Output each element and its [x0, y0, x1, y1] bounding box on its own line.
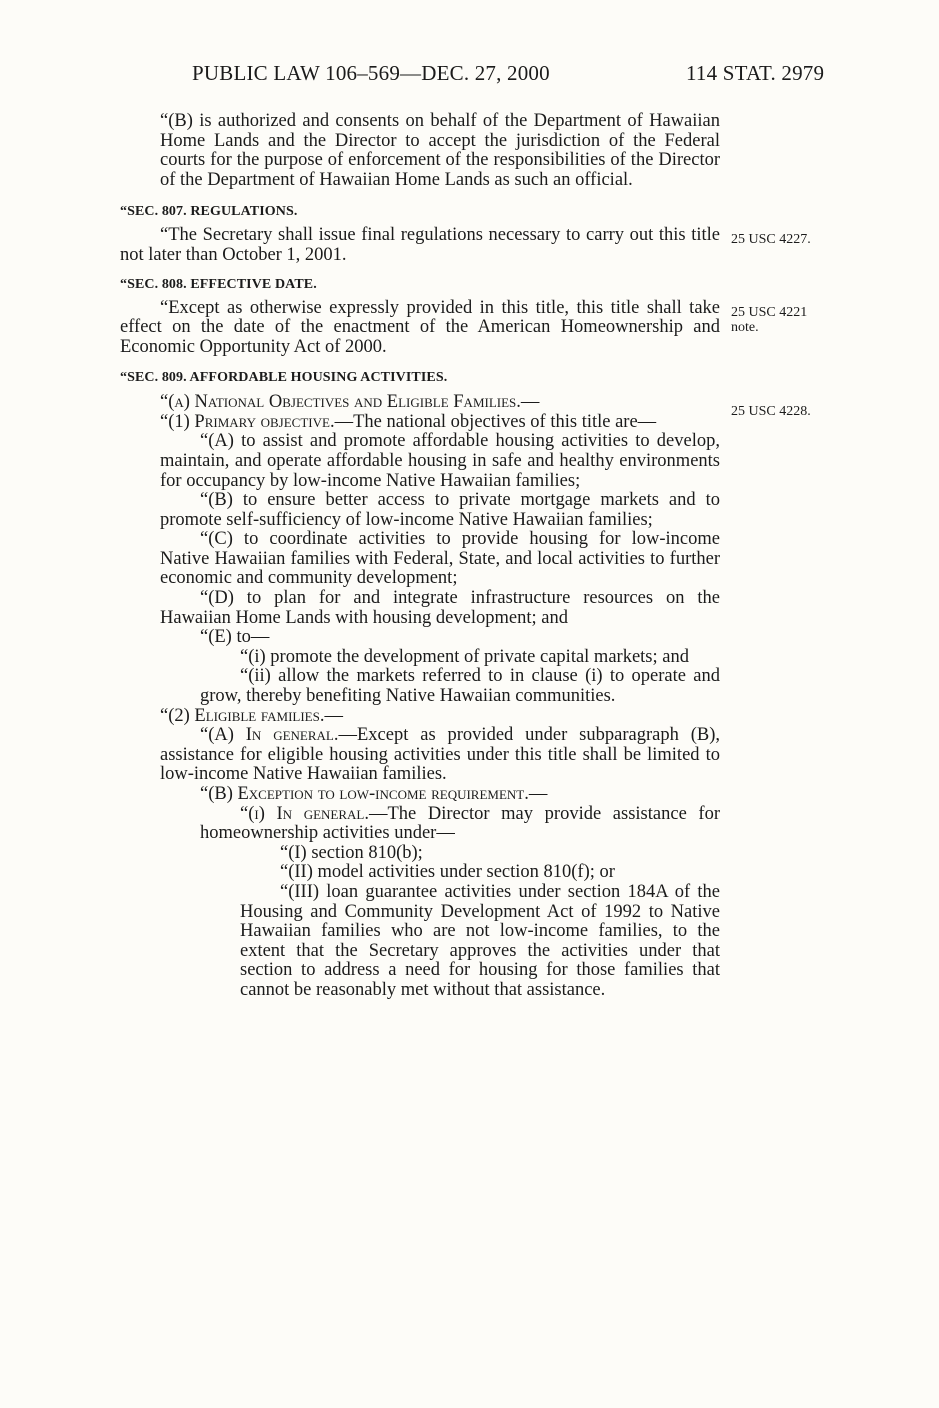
clause-a1-E-ii: “(ii) allow the markets referred to in clause (i) to operate and grow, thereby benefiting Native Hawaiian communities. [200, 666, 720, 707]
subparagraph-a1-B: “(B) to ensure better access to private mortgage markets and to promote self-sufficiency of low-income Native Hawaiian families; [160, 490, 720, 530]
subparagraph-a1-E: “(E) to— [200, 627, 270, 648]
paragraph-b: “(B) is authorized and consents on behalf of the Department of Hawaiian Home Lands and the Director to accept the jurisdiction of the Federal courts for the purpose of enforcement of the responsibilities of the Director of the Department of Hawaiian Home Lands as such an official. [160, 111, 720, 190]
subclause-a2-B-i-II: “(II) model activities under section 810(f); or [280, 862, 615, 883]
sec807-heading: “SEC. 807. REGULATIONS. [120, 204, 298, 220]
sec809-heading: “SEC. 809. AFFORDABLE HOUSING ACTIVITIES. [120, 369, 448, 385]
paragraph-a1 [120, 413, 720, 433]
subparagraph-a1-A: “(A) to assist and promote affordable housing activities to develop, maintain, and operate affordable housing in safe and healthy environments for occupancy by low-income Native Hawaiian families; [160, 431, 720, 491]
page-header-title: PUBLIC LAW 106–569—DEC. 27, 2000 [192, 61, 550, 85]
sec807-text: “The Secretary shall issue final regulations necessary to carry out this title not later than October 1, 2001. [120, 224, 720, 265]
subparagraph-a2-A [120, 726, 720, 785]
paragraph-a2-heading: “(2) Eligible families.— [160, 705, 343, 726]
sec808-text: “Except as otherwise expressly provided in this title, this title shall take effect on the date of the enactment of the American Homeownership and Economic Opportunity Act of 2000. [120, 297, 720, 357]
subsection-a-heading: “(a) National Objectives and Eligible Families.— [160, 392, 540, 413]
clause-a2-B-i [120, 805, 720, 844]
sec808-heading: “SEC. 808. EFFECTIVE DATE. [120, 277, 317, 293]
margin-note-sec809: 25 USC 4228. [731, 404, 811, 419]
subclause-a2-B-i-I: “(I) section 810(b); [280, 842, 423, 863]
subparagraph-a1-C: “(C) to coordinate activities to provide housing for low-income Native Hawaiian families with Federal, State, and local activities to further economic and community development; [160, 529, 720, 589]
margin-note-sec808 [731, 305, 851, 335]
subparagraph-a2-A-heading: “(A) In general.— [200, 725, 357, 746]
subparagraph-a1-D: “(D) to plan for and integrate infrastructure resources on the Hawaiian Home Lands with housing development; and [160, 588, 720, 628]
subparagraph-a2-A-text: Except as provided under subparagraph (B), assistance for eligible housing activities under this title shall be limited to low-income Native Hawaiian families. [160, 725, 720, 785]
subparagraph-a2-B-heading: “(B) Exception to low-income requirement.— [200, 784, 548, 804]
document-body [120, 112, 720, 1001]
clause-a1-E-i: “(i) promote the development of private capital markets; and [240, 646, 689, 667]
page-number: 114 STAT. 2979 [686, 61, 825, 85]
clause-a2-B-i-text: The Director may provide assistance for homeownership activities under— [200, 803, 720, 844]
clause-a2-B-i-heading: “(i) In general.— [240, 803, 388, 824]
margin-note-sec808-line1: 25 USC 4221 [731, 305, 808, 320]
paragraph-a1-text: The national objectives of this title are— [353, 411, 657, 432]
subclause-a2-B-i-III: “(III) loan guarantee activities under section 184A of the Housing and Community Development Act of 1992 to Native Hawaiian families who are not low-income families, to the extent that the Secretary approves the activities under that section to address a need for housing for those families that cannot be reasonably met without that assistance. [240, 881, 720, 1000]
paragraph-a1-heading: “(1) Primary objective.— [160, 411, 354, 432]
margin-note-sec808-line2: note. [731, 320, 759, 335]
margin-note-sec807: 25 USC 4227. [731, 232, 811, 247]
